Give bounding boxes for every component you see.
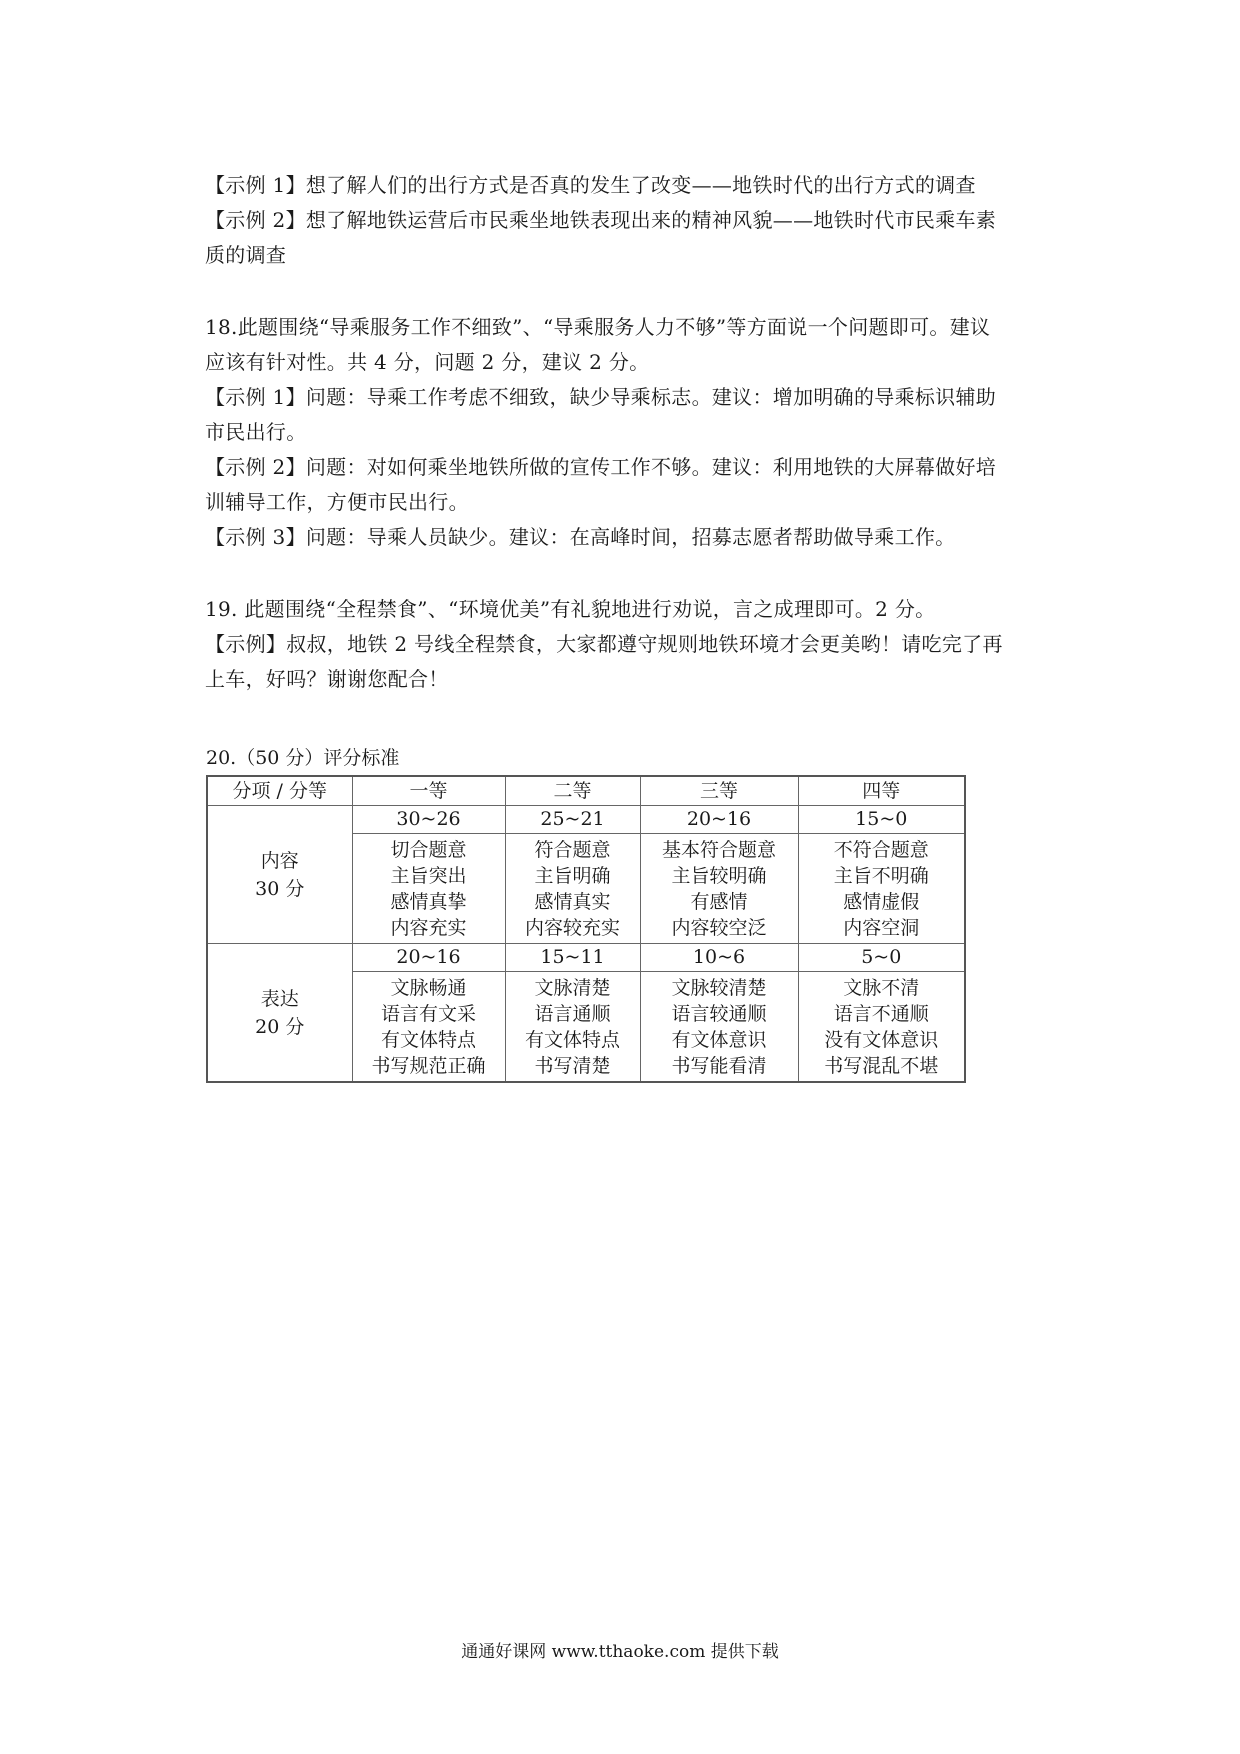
score-range: 20~16 bbox=[352, 944, 505, 972]
rubric-header-row bbox=[207, 776, 965, 806]
criterion: 基本符合题意 bbox=[661, 839, 776, 861]
criterion: 感情真挚 bbox=[390, 891, 467, 913]
criterion: 主旨不明确 bbox=[833, 865, 929, 887]
criterion: 文脉较清楚 bbox=[671, 977, 767, 999]
grade-header: 一等 bbox=[352, 776, 505, 806]
criteria-cell bbox=[505, 834, 640, 944]
criterion: 切合题意 bbox=[390, 839, 467, 861]
criterion: 有文体特点 bbox=[524, 1029, 620, 1051]
criteria-cell bbox=[352, 972, 505, 1083]
q18-example-2-line-1: 【示例 2】问题：对如何乘坐地铁所做的宣传工作不够。建议：利用地铁的大屏幕做好培 bbox=[205, 455, 997, 479]
score-range: 10~6 bbox=[640, 944, 798, 972]
criterion: 书写清楚 bbox=[534, 1055, 611, 1077]
criterion: 符合题意 bbox=[534, 839, 611, 861]
q17-example-2-line-2: 质的调查 bbox=[205, 243, 287, 267]
criterion: 不符合题意 bbox=[833, 839, 929, 861]
criterion: 语言通顺 bbox=[534, 1003, 611, 1025]
criterion: 主旨明确 bbox=[534, 865, 611, 887]
criterion: 文脉不清 bbox=[843, 977, 920, 999]
grade-header: 四等 bbox=[798, 776, 965, 806]
q17-example-2-line-1: 【示例 2】想了解地铁运营后市民乘坐地铁表现出来的精神风貌——地铁时代市民乘车素 bbox=[205, 208, 997, 232]
expression-category-cell bbox=[207, 944, 352, 1083]
criteria-cell bbox=[505, 972, 640, 1083]
criterion: 有感情 bbox=[690, 891, 748, 913]
scoring-rubric-table bbox=[206, 775, 966, 1083]
criteria-cell bbox=[798, 834, 965, 944]
criterion: 文脉清楚 bbox=[534, 977, 611, 999]
criterion: 书写能看清 bbox=[671, 1055, 767, 1077]
score-range: 20~16 bbox=[640, 806, 798, 834]
q19-example-line-2: 上车，好吗？谢谢您配合！ bbox=[205, 667, 449, 691]
q18-example-1-line-1: 【示例 1】问题：导乘工作考虑不细致，缺少导乘标志。建议：增加明确的导乘标识辅助 bbox=[205, 385, 997, 409]
score-range: 15~0 bbox=[798, 806, 965, 834]
criteria-cell bbox=[640, 834, 798, 944]
criterion: 感情虚假 bbox=[843, 891, 920, 913]
q18-intro-line-2: 应该有针对性。共 4 分，问题 2 分，建议 2 分。 bbox=[205, 350, 650, 374]
criterion: 语言较通顺 bbox=[671, 1003, 767, 1025]
criteria-cell bbox=[798, 972, 965, 1083]
criteria-cell bbox=[352, 834, 505, 944]
criterion: 语言有文采 bbox=[380, 1003, 476, 1025]
q18-example-2-line-2: 训辅导工作，方便市民出行。 bbox=[205, 490, 469, 514]
score-range: 5~0 bbox=[798, 944, 965, 972]
q20-title: 20.（50 分）评分标准 bbox=[206, 747, 400, 769]
criterion: 内容较空泛 bbox=[671, 917, 767, 939]
criterion: 语言不通顺 bbox=[833, 1003, 929, 1025]
q17-example-1: 【示例 1】想了解人们的出行方式是否真的发生了改变——地铁时代的出行方式的调查 bbox=[205, 173, 976, 197]
content-score-row bbox=[207, 806, 965, 834]
criteria-cell bbox=[640, 972, 798, 1083]
content-category-cell bbox=[207, 806, 352, 944]
q18-example-1-line-2: 市民出行。 bbox=[205, 420, 307, 444]
criterion: 主旨突出 bbox=[390, 865, 467, 887]
criterion: 文脉畅通 bbox=[390, 977, 467, 999]
criterion: 内容空洞 bbox=[843, 917, 920, 939]
content-category-name: 内容 bbox=[260, 849, 299, 872]
grade-header: 二等 bbox=[505, 776, 640, 806]
criterion: 主旨较明确 bbox=[671, 865, 767, 887]
expression-category-name: 表达 bbox=[260, 987, 299, 1010]
rubric-corner-header: 分项 / 分等 bbox=[207, 776, 352, 806]
q19-example-line-1: 【示例】叔叔，地铁 2 号线全程禁食，大家都遵守规则地铁环境才会更美哟！请吃完了再 bbox=[205, 632, 1003, 656]
criterion: 没有文体意识 bbox=[824, 1029, 939, 1051]
q18-intro-line-1: 18.此题围绕“导乘服务工作不细致”、“导乘服务人力不够”等方面说一个问题即可。建议 bbox=[205, 315, 991, 339]
criterion: 有文体特点 bbox=[380, 1029, 476, 1051]
content-category-points: 30 分 bbox=[255, 877, 305, 900]
criterion: 内容充实 bbox=[390, 917, 467, 939]
grade-header: 三等 bbox=[640, 776, 798, 806]
criterion: 内容较充实 bbox=[524, 917, 620, 939]
score-range: 30~26 bbox=[352, 806, 505, 834]
score-range: 25~21 bbox=[505, 806, 640, 834]
criterion: 书写混乱不堪 bbox=[824, 1055, 939, 1077]
q19-intro: 19. 此题围绕“全程禁食”、“环境优美”有礼貌地进行劝说，言之成理即可。2 分。 bbox=[205, 597, 936, 621]
footer-source-note: 通通好课网 www.tthaoke.com 提供下载 bbox=[461, 1642, 779, 1662]
criterion: 书写规范正确 bbox=[371, 1055, 486, 1077]
criterion: 有文体意识 bbox=[671, 1029, 767, 1051]
expression-score-row bbox=[207, 944, 965, 972]
q18-example-3: 【示例 3】问题：导乘人员缺少。建议：在高峰时间，招募志愿者帮助做导乘工作。 bbox=[205, 525, 956, 549]
criterion: 感情真实 bbox=[534, 891, 611, 913]
expression-category-points: 20 分 bbox=[255, 1015, 305, 1038]
score-range: 15~11 bbox=[505, 944, 640, 972]
